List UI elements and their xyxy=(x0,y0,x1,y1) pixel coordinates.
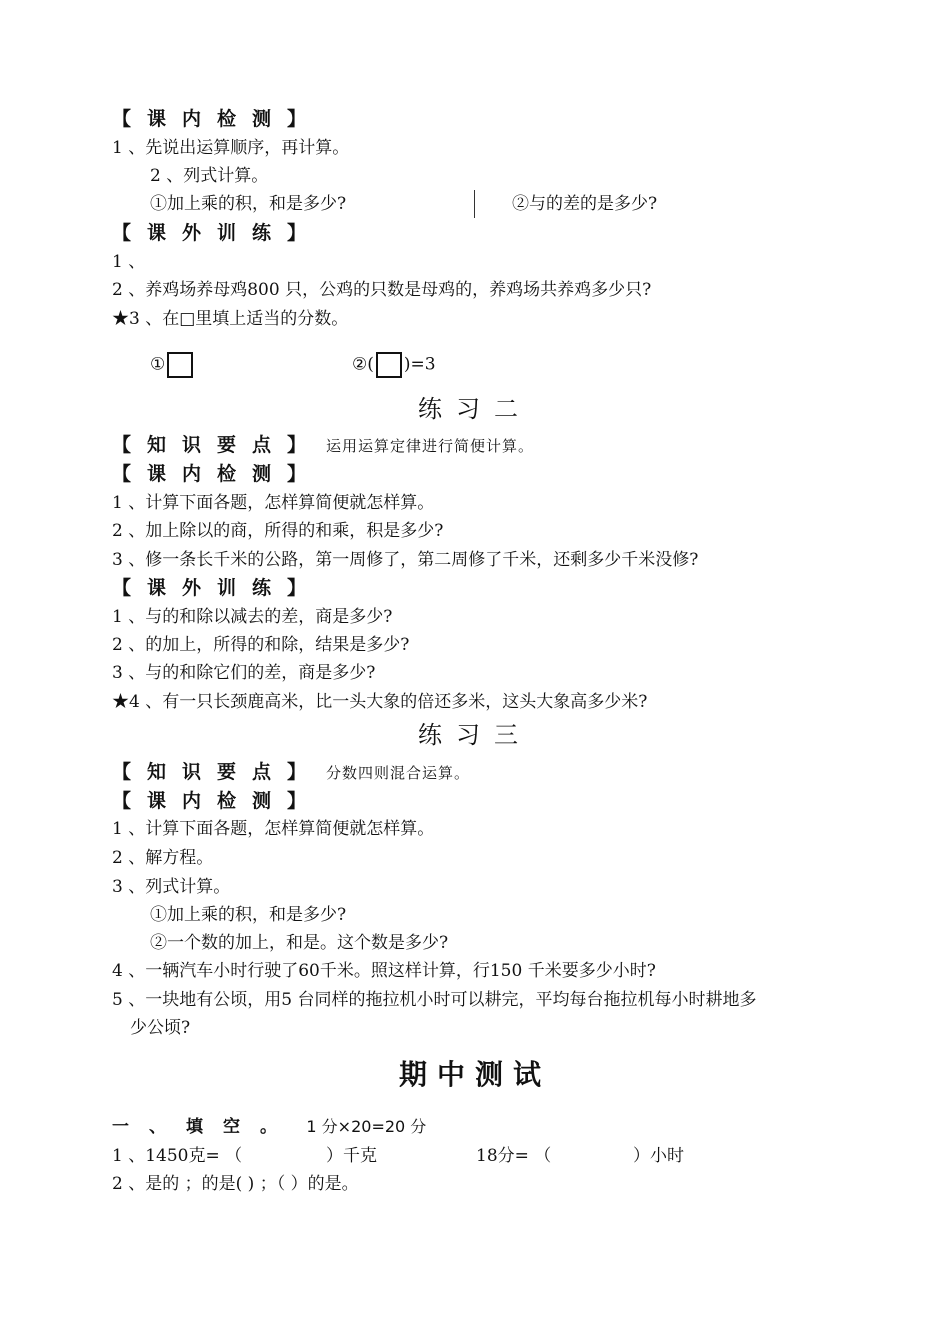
ex3-in-5: 5 、一块地有公顷，用5 台同样的拖拉机小时可以耕完，平均每台拖拉机每小时耕地多 xyxy=(112,990,757,1010)
question-2b-chickens: 2 、养鸡场养母鸡800 只，公鸡的只数是母鸡的，养鸡场共养鸡多少只? xyxy=(112,280,652,300)
ex3-in-3: 3 、列式计算。 xyxy=(112,877,231,897)
column-divider xyxy=(474,190,475,218)
question-2: 2 、列式计算。 xyxy=(150,166,269,186)
midterm-section-1-header xyxy=(112,1116,426,1138)
answer-box-1[interactable] xyxy=(167,352,193,378)
key-points-header-2 xyxy=(112,434,534,457)
ex2-out-3: 3 、与的和除它们的差，商是多少? xyxy=(112,663,376,683)
exercise-3-title: 练习三 xyxy=(418,721,532,749)
section-header-in-class-2: 【课内检测】 xyxy=(112,463,323,485)
answer-box-2[interactable] xyxy=(376,352,402,378)
midterm-q1-part2: ）千克 xyxy=(326,1146,377,1166)
item-1-label: ① xyxy=(150,354,166,375)
key-points-label-3: 【知识要点】 xyxy=(112,761,323,783)
key-points-label-2: 【知识要点】 xyxy=(112,434,323,456)
ex2-in-1: 1 、计算下面各题，怎样算简便就怎样算。 xyxy=(112,493,435,513)
key-points-text-2: 运用运算定律进行简便计算。 xyxy=(326,437,535,455)
section-header-outside-class-1: 【课外训练】 xyxy=(112,222,323,244)
ex3-in-5-cont: 少公顷? xyxy=(130,1018,191,1038)
section-header-outside-class-2: 【课外训练】 xyxy=(112,577,323,599)
question-1b: 1 、 xyxy=(112,252,146,272)
ex2-in-3: 3 、修一条长千米的公路，第一周修了，第二周修了千米，还剩多少千米没修? xyxy=(112,550,699,570)
key-points-header-3 xyxy=(112,761,470,784)
question-1: 1 、先说出运算顺序，再计算。 xyxy=(112,138,350,158)
ex3-in-3b: ②一个数的加上，和是。这个数是多少? xyxy=(150,933,449,953)
key-points-text-3: 分数四则混合运算。 xyxy=(326,764,471,782)
midterm-q1-part3: 18分= （ xyxy=(476,1146,552,1166)
midterm-q2: 2 、是的 ；的是( ) ；（ ）的是。 xyxy=(112,1174,359,1194)
midterm-title: 期中测试 xyxy=(398,1058,551,1091)
question-3-star: ★3 、在□里填上适当的分数。 xyxy=(112,309,349,329)
midterm-q1-part1: 1 、1450克= （ xyxy=(112,1146,243,1166)
fraction-item-2 xyxy=(352,352,436,378)
fraction-item-1 xyxy=(150,352,195,378)
ex2-out-1: 1 、与的和除以减去的差，商是多少? xyxy=(112,607,393,627)
ex3-in-4: 4 、一辆汽车小时行驶了60千米。照这样计算，行150 千米要多少小时? xyxy=(112,961,656,981)
section-header-in-class-1: 【课内检测】 xyxy=(112,108,323,130)
score-note: 1 分×20=20 分 xyxy=(306,1117,427,1136)
midterm-q1-part4: ）小时 xyxy=(633,1146,684,1166)
ex3-in-2: 2 、解方程。 xyxy=(112,848,214,868)
ex2-out-4-star: ★4 、有一只长颈鹿高米，比一头大象的倍还多米，这头大象高多少米? xyxy=(112,692,648,712)
question-2a: ①加上乘的积，和是多少? xyxy=(150,194,347,214)
ex3-in-3a: ①加上乘的积，和是多少? xyxy=(150,905,347,925)
ex2-out-2: 2 、的加上，所得的和除，结果是多少? xyxy=(112,635,410,655)
exercise-2-title: 练习二 xyxy=(418,395,532,423)
item-2-open: ②( xyxy=(352,354,374,375)
question-2b: ②与的差的是多少? xyxy=(512,194,658,214)
section-header-in-class-3: 【课内检测】 xyxy=(112,790,323,812)
item-2-close: )=3 xyxy=(403,354,436,375)
ex3-in-1: 1 、计算下面各题，怎样算简便就怎样算。 xyxy=(112,819,435,839)
ex2-in-2: 2 、加上除以的商，所得的和乘，积是多少? xyxy=(112,521,444,541)
fill-blank-label: 一、填空。 xyxy=(112,1117,297,1137)
